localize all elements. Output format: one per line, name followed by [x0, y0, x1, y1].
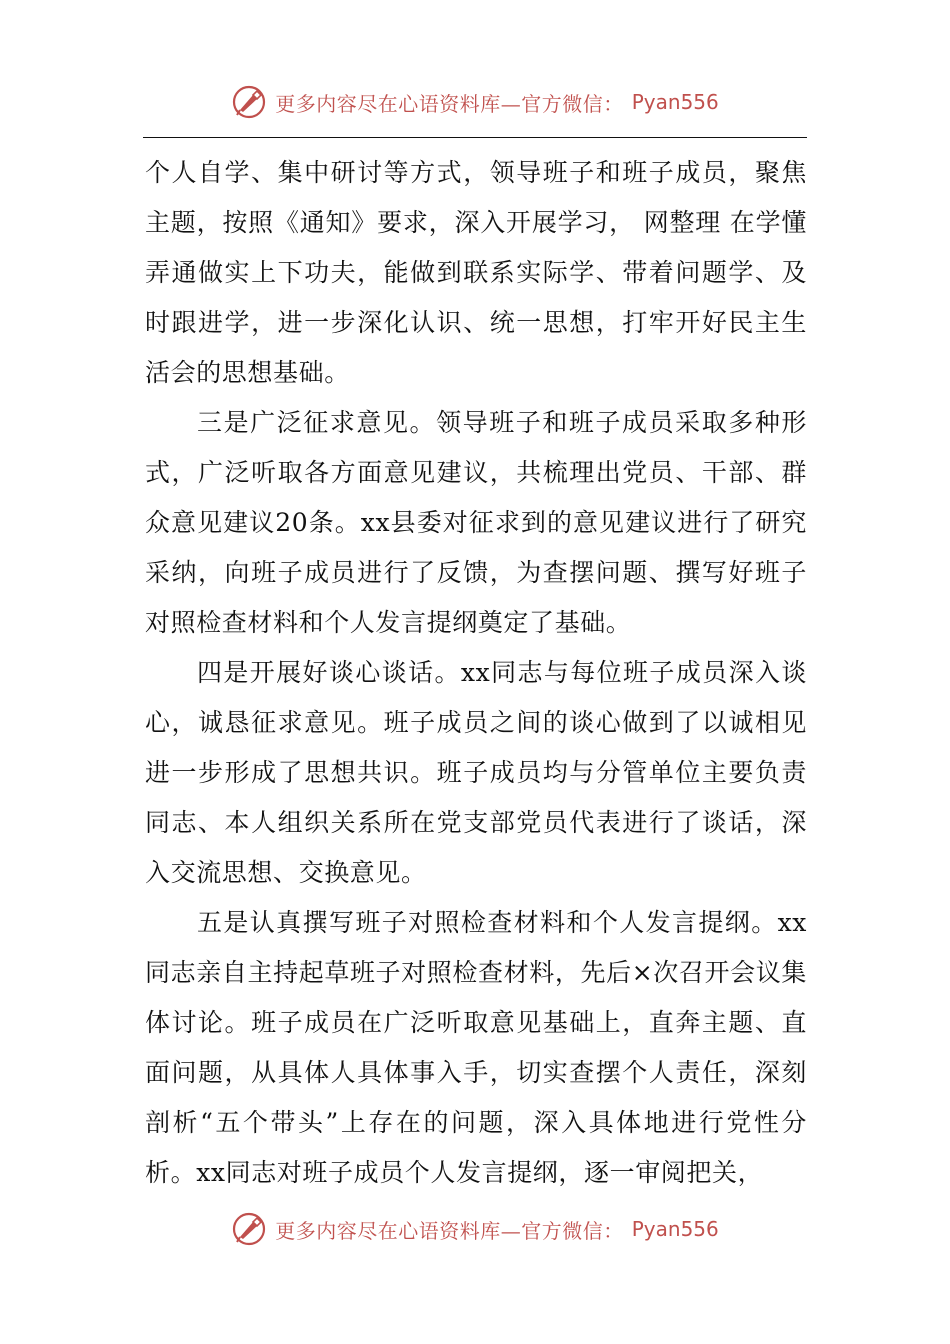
watermark-handle: Pyan556: [631, 1217, 719, 1241]
paragraph-text: 个人自学、集中研讨等方式，领导班子和班子成员，聚焦主题，按照《通知》要求，深入开展学习， 网整理 在学懂弄通做实上下功夫，能做到联系实际学、带着问题学、及时跟进学，进一步深化认识、统一思想，打牢开好民主生活会的思想基础。: [145, 158, 807, 387]
paragraph-lead: 五是认真撰写班子对照检查材料和个人发言提纲。: [197, 908, 778, 937]
watermark-text: 更多内容尽在心语资料库—官方微信：: [275, 1218, 624, 1243]
paragraph-text: xx同志亲自主持起草班子对照检查材料，先后×次召开会议集体讨论。班子成员在广泛听取意见基础上，直奔主题、直面问题，从具体人具体事入手，切实查摆个人责任，深刻剖析“五个带头”上存在的问题，深入具体地进行党性分析。xx同志对班子成员个人发言提纲，逐一审阅把关，: [145, 908, 807, 1187]
header-watermark: [0, 84, 950, 120]
document-body: [145, 148, 807, 1198]
watermark-text: 更多内容尽在心语资料库—官方微信：: [275, 91, 624, 116]
paragraph-2: [145, 398, 807, 648]
pen-nib-logo-icon: [231, 84, 267, 120]
paragraph-3: [145, 648, 807, 898]
header-divider: [143, 137, 807, 138]
paragraph-text: 领导班子和班子成员采取多种形式，广泛听取各方面意见建议，共梳理出党员、干部、群众意见建议20条。xx县委对征求到的意见建议进行了研究采纳，向班子成员进行了反馈，为查摆问题、撰写好班子对照检查材料和个人发言提纲奠定了基础。: [145, 408, 807, 637]
paragraph-lead: 三是广泛征求意见。: [197, 408, 437, 437]
paragraph-text: xx同志与每位班子成员深入谈心，诚恳征求意见。班子成员之间的谈心做到了以诚相见进一步形成了思想共识。班子成员均与分管单位主要负责同志、本人组织关系所在党支部党员代表进行了谈话，深入交流思想、交换意见。: [145, 658, 807, 887]
footer-watermark: [0, 1211, 950, 1247]
paragraph-4: [145, 898, 807, 1198]
watermark-handle: Pyan556: [631, 90, 719, 114]
paragraph-lead: 四是开展好谈心谈话。: [197, 658, 461, 687]
pen-nib-logo-icon: [231, 1211, 267, 1247]
paragraph-1: [145, 148, 807, 398]
